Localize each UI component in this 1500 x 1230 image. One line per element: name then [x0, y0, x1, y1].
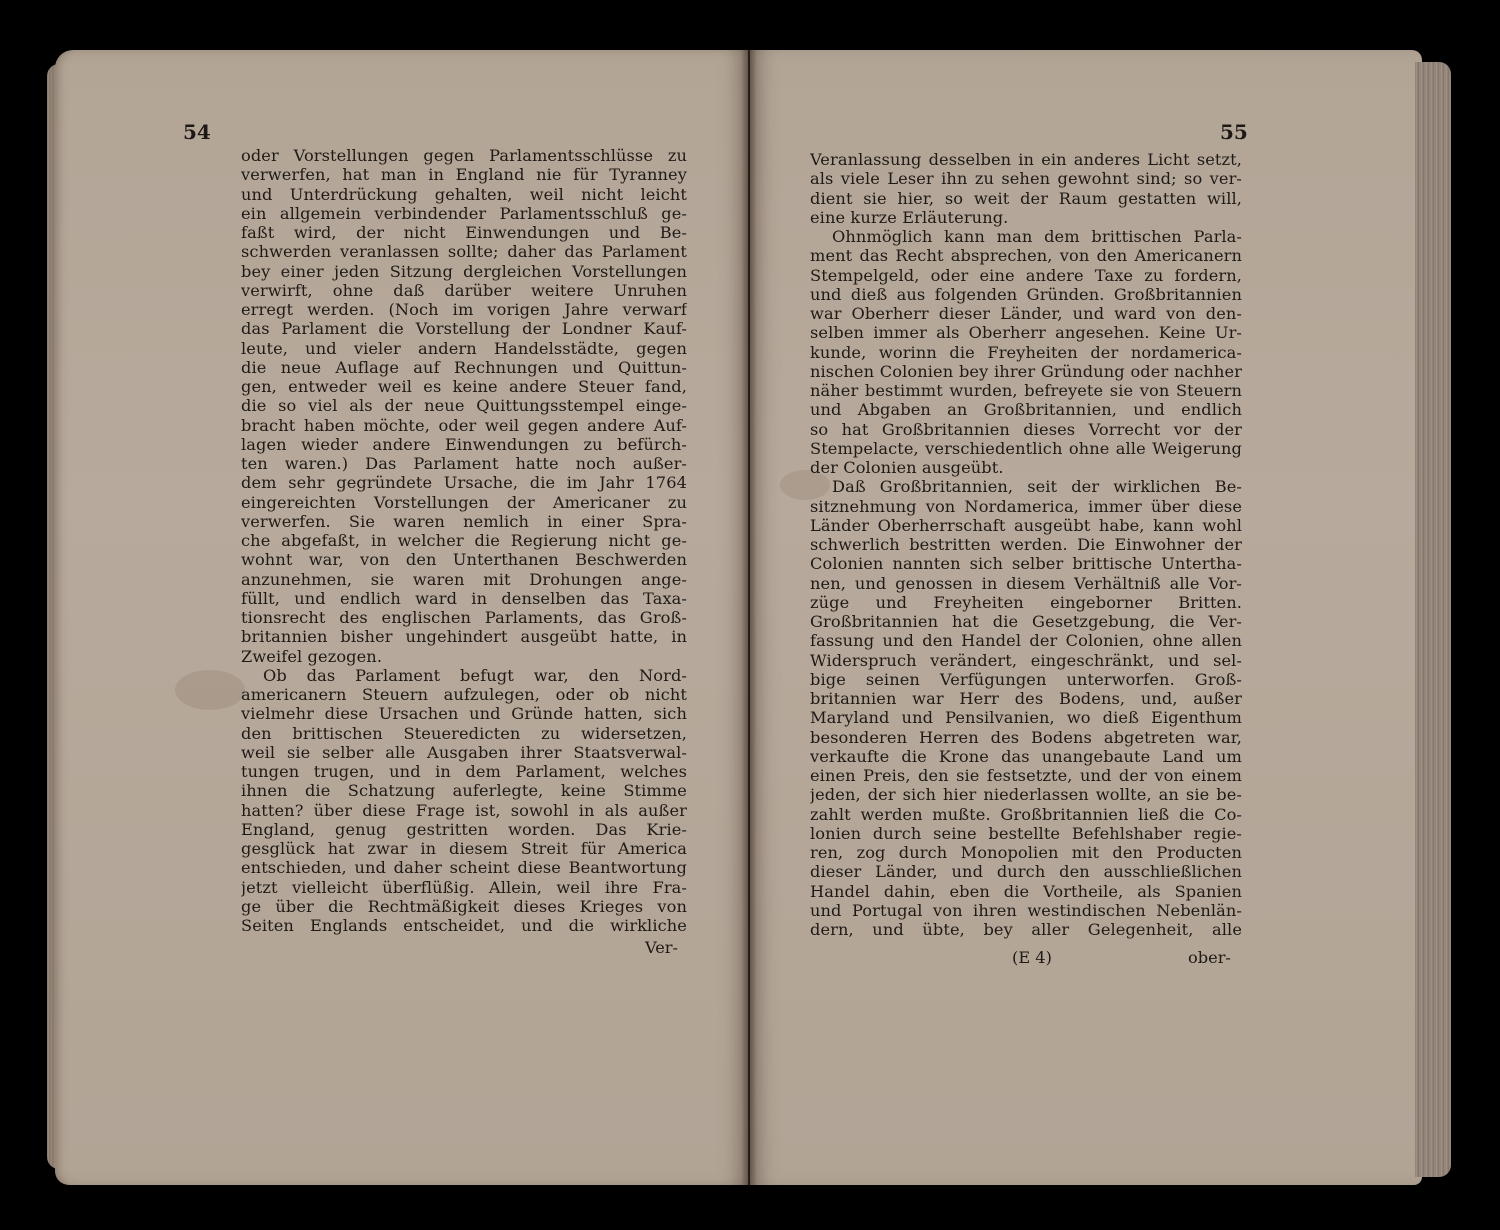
text-line: als viele Leser ihn zu sehen gewohnt sind; so ver- [810, 169, 1242, 189]
text-line: leute, und vieler andern Handelsstädte, gegen [241, 338, 687, 358]
open-book [55, 50, 1450, 1190]
text-line: bey einer jeden Sitzung dergleichen Vorstellungen [241, 261, 687, 281]
text-line: bracht haben möchte, oder weil gegen andere Auf- [241, 415, 687, 435]
text-line: füllt, und endlich ward in denselben das Taxa- [241, 588, 687, 608]
text-line: kunde, worinn die Freyheiten der nordamerica- [810, 342, 1242, 362]
text-line: der Colonien ausgeübt. [810, 458, 1004, 477]
text-line: und Portugal von ihren westindischen Nebenlän- [810, 900, 1242, 920]
text-line: selben immer als Oberherr angesehen. Keine Ur- [810, 323, 1242, 343]
text-line: so hat Großbritannien dieses Vorrecht vor der [810, 419, 1242, 439]
text-line: anzunehmen, sie waren mit Drohungen ange- [241, 569, 687, 589]
text-line: und Abgaben an Großbritannien, und endlich [810, 400, 1242, 420]
text-line: zahlt werden mußte. Großbritannien ließ die Co- [810, 804, 1242, 824]
text-line: Widerspruch verändert, eingeschränkt, und sel- [810, 650, 1242, 670]
text-line: gesglück hat zwar in diesem Streit für America [241, 839, 687, 858]
text-line: Veranlassung desselben in ein anderes Licht setzt, [810, 150, 1242, 169]
text-line: ren, zog durch Monopolien mit den Producten [810, 843, 1242, 862]
text-line: die so viel als der neue Quittungsstempel einge- [241, 396, 687, 416]
text-line: tionsrecht des englischen Parlaments, das Groß- [241, 608, 687, 627]
text-line: verkaufte die Krone das unangebaute Land um [810, 746, 1242, 766]
text-line: britannien bisher ungehindert ausgeübt hatte, in [241, 627, 687, 647]
left-page [55, 50, 748, 1185]
text-line: nen, und genossen in diesem Verhältniß alle Vor- [810, 573, 1242, 593]
text-line: züge und Freyheiten eingeborner Britten. [810, 592, 1242, 612]
text-line: verwerfen. Sie waren nemlich in einer Spra- [241, 511, 687, 531]
text-line: che abgefaßt, in welcher die Regierung nicht ge- [241, 531, 687, 550]
book-gutter [741, 50, 757, 1185]
text-line: ten waren.) Das Parlament hatte noch außer- [241, 454, 687, 473]
text-line: Seiten Englands entscheidet, und die wirkliche [241, 916, 687, 935]
text-line: weil sie selber alle Ausgaben ihrer Staatsverwal- [241, 742, 687, 762]
text-line: verwirft, ohne daß darüber weitere Unruhen [241, 280, 687, 300]
text-line: dieser Länder, und durch den ausschließlichen [810, 862, 1242, 882]
right-page-number: 55 [1220, 120, 1248, 144]
text-line: schwerden veranlassen sollte; daher das Parlament [241, 242, 687, 262]
text-line: dem sehr gegründete Ursache, die im Jahr 1764 [241, 473, 687, 493]
text-line: Maryland und Pensilvanien, wo dieß Eigenthum [810, 708, 1242, 728]
text-line: faßt wird, der nicht Einwendungen und Be- [241, 223, 687, 242]
text-line: Handel dahin, eben die Vortheile, als Spanien [810, 881, 1242, 901]
text-line: oder Vorstellungen gegen Parlamentsschlüsse zu [241, 146, 687, 165]
text-line: vielmehr diese Ursachen und Gründe hatten, sich [241, 704, 687, 724]
text-line: und Unterdrückung gehalten, weil nicht leicht [241, 184, 687, 204]
text-line: den brittischen Steueredicten zu widersetzen, [241, 723, 687, 743]
text-line: Stempelacte, verschiedentlich ohne alle Weigerung [810, 438, 1242, 458]
text-line: das Parlament die Vorstellung der Londner Kauf- [241, 319, 687, 339]
text-line: Zweifel gezogen. [241, 646, 383, 666]
text-line: dern, und übte, bey aller Gelegenheit, alle [810, 920, 1242, 939]
text-line: verwerfen, hat man in England nie für Tyranney [241, 165, 687, 185]
text-line: lagen wieder andere Einwendungen zu befürch- [241, 434, 687, 454]
text-line: Länder Oberherrschaft ausgeübt habe, kann wohl [810, 515, 1242, 535]
text-line: ein allgemein verbindender Parlamentsschluß ge- [241, 203, 687, 223]
left-page-number: 54 [183, 120, 211, 144]
text-line: Ob das Parlament befugt war, den Nord- [263, 665, 687, 685]
text-line: britannien war Herr des Bodens, und, außer [810, 689, 1242, 708]
text-line: jeden, der sich hier niederlassen wollte, an sie be- [810, 785, 1242, 805]
text-line: jetzt vielleicht überflüßig. Allein, weil ihre Fra- [241, 877, 687, 897]
left-catchword: Ver- [645, 938, 678, 957]
text-line: eine kurze Erläuterung. [810, 207, 1009, 227]
text-line: ihnen die Schatzung auferlegte, keine Stimme [241, 781, 687, 801]
text-line: dient sie hier, so weit der Raum gestatten will, [810, 188, 1242, 208]
page-stain [175, 670, 245, 710]
text-line: fassung und den Handel der Colonien, ohne allen [810, 631, 1242, 651]
text-line: Großbritannien hat die Gesetzgebung, die Ver- [810, 612, 1242, 631]
text-line: eingereichten Vorstellungen der Americaner zu [241, 492, 687, 512]
signature-mark: (E 4) [1012, 948, 1052, 967]
text-line: einen Preis, den sie festsetzte, und der von einem [810, 766, 1242, 785]
text-line: war Oberherr dieser Länder, und ward von den- [810, 304, 1242, 323]
right-page-edges [1415, 62, 1451, 1177]
text-line: Colonien nannten sich selber brittische Untertha- [810, 554, 1242, 574]
text-line: Ohnmöglich kann man dem brittischen Parla- [832, 227, 1242, 246]
text-line: lonien durch seine bestellte Befehlshaber regie- [810, 823, 1242, 843]
text-line: Stempelgeld, oder eine andere Taxe zu fordern, [810, 265, 1242, 285]
text-line: tungen trugen, und in dem Parlament, welches [241, 762, 687, 781]
right-page [750, 50, 1422, 1185]
text-line: erregt werden. (Noch im vorigen Jahre verwarf [241, 300, 687, 319]
text-line: sitznehmung von Nordamerica, immer über diese [810, 496, 1242, 516]
text-line: ment das Recht absprechen, von den Americanern [810, 246, 1242, 266]
text-line: die neue Auflage auf Rechnungen und Quittun- [241, 357, 687, 377]
text-line: wohnt war, von den Unterthanen Beschwerden [241, 550, 687, 570]
text-line: entschieden, und daher scheint diese Beantwortung [241, 858, 687, 878]
text-line: näher bestimmt wurden, befreyete sie von Steuern [810, 381, 1242, 400]
text-line: besonderen Herren des Bodens abgetreten war, [810, 727, 1242, 747]
right-catchword: ober- [1188, 948, 1231, 967]
text-line: schwerlich bestritten werden. Die Einwohner der [810, 535, 1242, 554]
right-page-text [810, 150, 1242, 939]
text-line: bige seinen Verfügungen unterworfen. Groß- [810, 669, 1242, 689]
text-line: gen, entweder weil es keine andere Steuer fand, [241, 377, 687, 396]
text-line: Daß Großbritannien, seit der wirklichen Be- [832, 477, 1242, 497]
text-line: und dieß aus folgenden Gründen. Großbritannien [810, 284, 1242, 304]
text-line: hatten? über diese Frage ist, sowohl in als außer [241, 800, 687, 820]
left-page-text [241, 146, 687, 935]
text-line: England, genug gestritten worden. Das Krie- [241, 819, 687, 839]
text-line: americanern Steuern aufzulegen, oder ob nicht [241, 685, 687, 704]
text-line: nischen Colonien bey ihrer Gründung oder nachher [810, 361, 1242, 381]
text-line: ge über die Rechtmäßigkeit dieses Krieges von [241, 896, 687, 916]
